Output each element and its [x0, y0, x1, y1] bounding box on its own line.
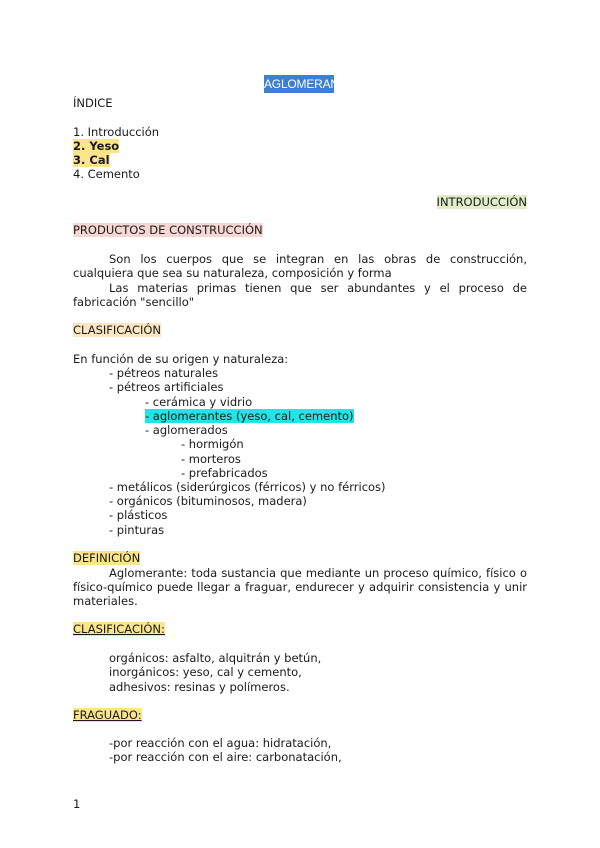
section-heading-productos: PRODUCTOS DE CONSTRUCCIÓN — [73, 223, 263, 237]
section-heading-fraguado: FRAGUADO: — [73, 708, 142, 722]
list-item-ceramica: - cerámica y vidrio — [145, 395, 253, 409]
list-item-prefabricados: - prefabricados — [181, 466, 268, 480]
list-item-metalicos: - metálicos (siderúrgicos (férricos) y no férricos) — [109, 480, 386, 494]
list-item-inorganicos: inorgánicos: yeso, cal y cemento, — [109, 665, 302, 679]
list-item-hormigon: - hormigón — [181, 437, 244, 451]
index-item-introduccion: 1. Introducción — [73, 125, 160, 139]
list-item-morteros: - morteros — [181, 452, 241, 466]
index-item-cemento: 4. Cemento — [73, 167, 140, 181]
list-item-adhesivos: adhesivos: resinas y polímeros. — [109, 680, 290, 694]
list-item-pinturas: - pinturas — [109, 523, 165, 537]
definition-paragraph: Aglomerante: toda sustancia que mediante un proceso químico, físico o físico-químico puede llegar a fraguar, endurecer y adquirir consistencia y unir materiales. — [73, 566, 527, 609]
list-item-petreos-naturales: - pétreos naturales — [109, 366, 219, 380]
list-item-aglomerados: - aglomerados — [145, 423, 228, 437]
section-heading-definicion: DEFINICIÓN — [73, 551, 141, 565]
section-heading-clasificacion-2: CLASIFICACIÓN: — [73, 622, 165, 636]
page-number: 1 — [73, 797, 81, 811]
index-item-yeso: 2. Yeso — [73, 139, 120, 153]
index-heading: ÍNDICE — [73, 96, 113, 110]
section-heading-clasificacion: CLASIFICACIÓN — [73, 323, 162, 337]
index-item-cal: 3. Cal — [73, 153, 110, 167]
list-item-organicos-2: orgánicos: asfalto, alquitrán y betún, — [109, 651, 322, 665]
list-item-carbonatacion: -por reacción con el aire: carbonatación, — [109, 750, 342, 764]
list-item-aglomerantes: - aglomerantes (yeso, cal, cemento) — [145, 409, 354, 423]
list-item-organicos: - orgánicos (bituminosos, madera) — [109, 494, 307, 508]
products-paragraph-2: Las materias primas tienen que ser abundantes y el proceso de fabricación "sencillo" — [73, 281, 527, 310]
list-item-plasticos: - plásticos — [109, 508, 168, 522]
classification-intro: En función de su origen y naturaleza: — [73, 352, 289, 366]
document-title: AGLOMERANTES — [264, 77, 362, 91]
section-heading-introduccion: INTRODUCCIÓN — [436, 195, 527, 209]
products-paragraph-1: Son los cuerpos que se integran en las obras de construcción, cualquiera que sea su naturaleza, composición y forma — [73, 252, 527, 281]
list-item-petreos-artificiales: - pétreos artificiales — [109, 380, 224, 394]
list-item-hidratacion: -por reacción con el agua: hidratación, — [109, 736, 332, 750]
